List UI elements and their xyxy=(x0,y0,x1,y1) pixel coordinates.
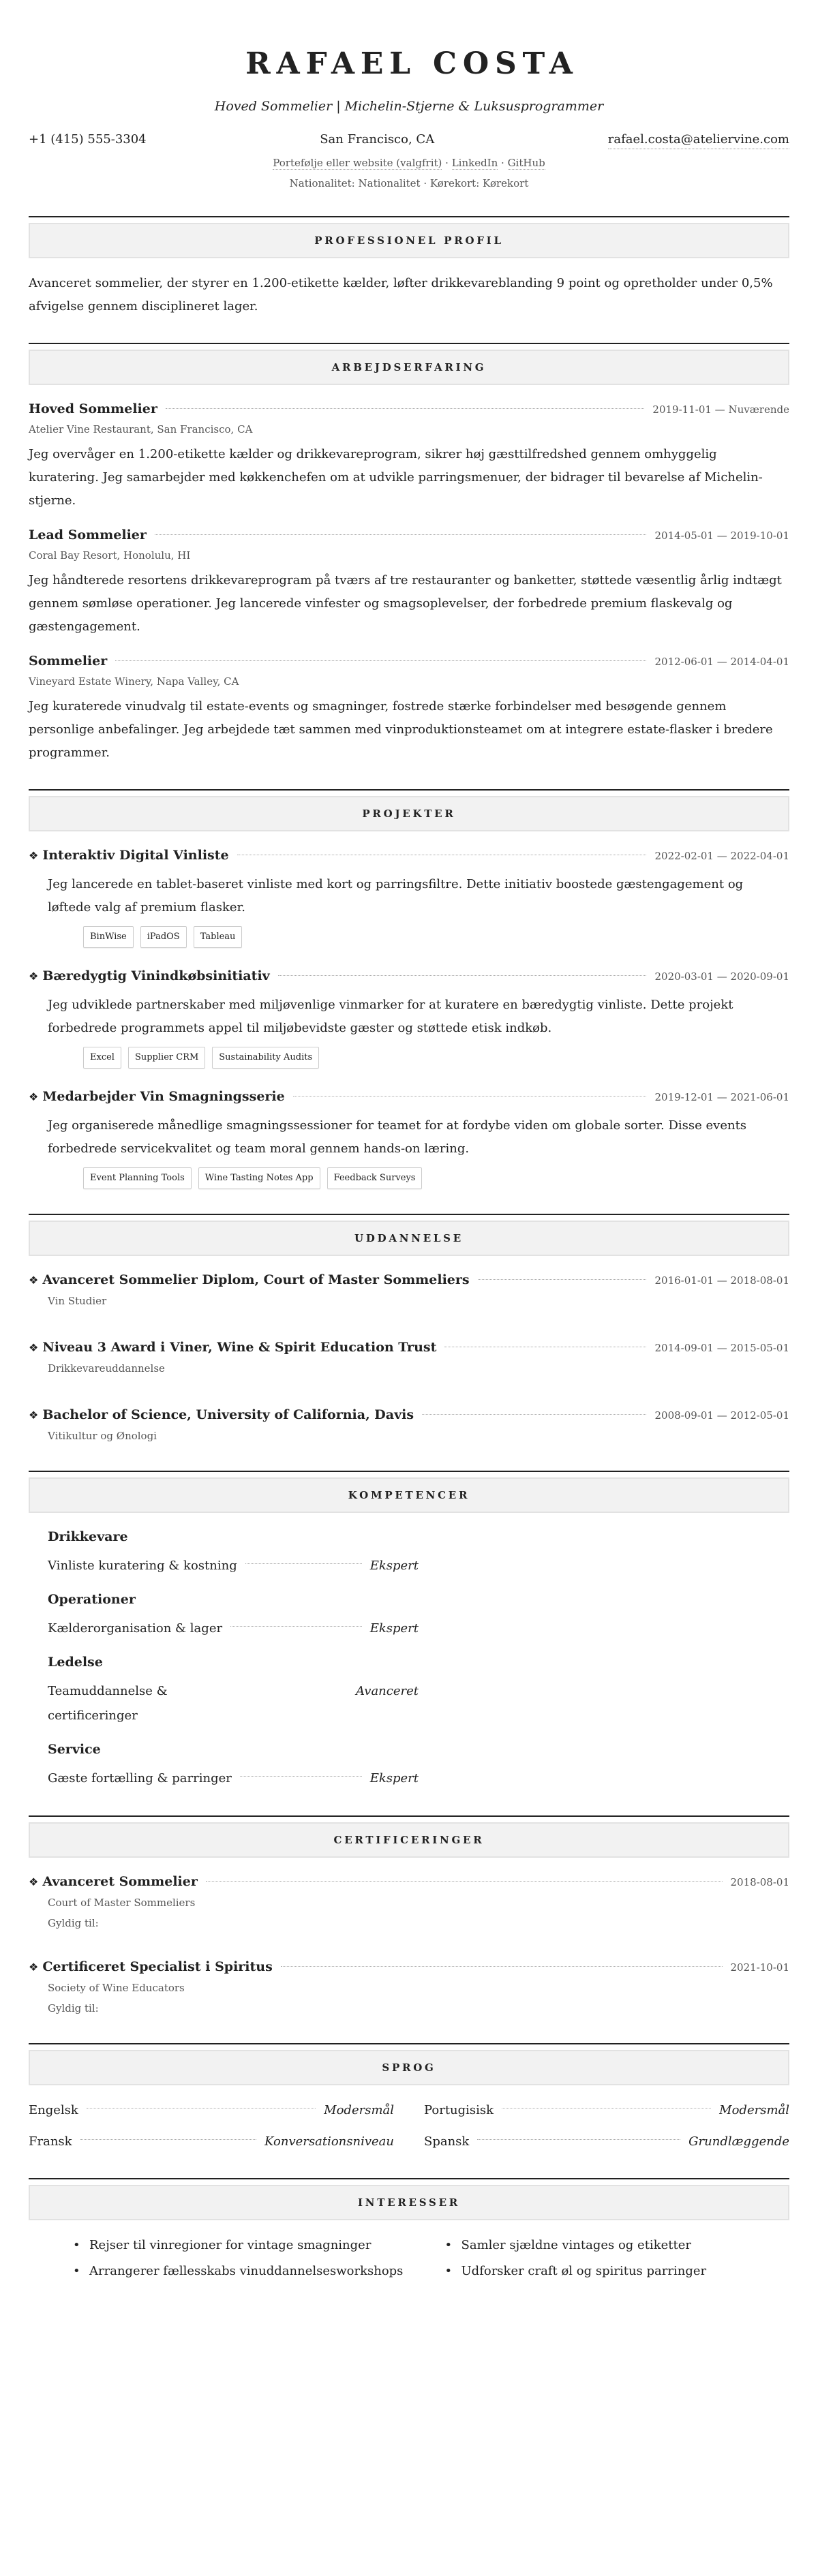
section-languages xyxy=(29,2043,789,2153)
skill-name: Kælderorganisation & lager xyxy=(48,1621,223,1636)
dotted-leader xyxy=(155,534,647,535)
entry-header xyxy=(29,1871,789,1892)
section-education xyxy=(29,1214,789,1446)
experience-entry xyxy=(29,651,789,765)
tag-list xyxy=(29,926,789,948)
section-divider xyxy=(29,1214,789,1215)
language-name: Engelsk xyxy=(29,2103,78,2117)
section-divider xyxy=(29,2043,789,2044)
candidate-name: RAFAEL COSTA xyxy=(245,46,579,81)
dotted-leader xyxy=(478,1279,647,1280)
diamond-bullet-icon: ❖ xyxy=(29,1274,39,1287)
skill-category: Drikkevare xyxy=(48,1529,128,1544)
certification-name: Avanceret Sommelier xyxy=(42,1874,198,1889)
entry-header xyxy=(29,1270,789,1291)
dotted-leader xyxy=(502,2108,711,2109)
skill-level: Ekspert xyxy=(369,1559,419,1573)
language-item xyxy=(29,2130,394,2153)
dotted-leader xyxy=(278,975,647,976)
dotted-leader xyxy=(206,1881,723,1882)
link-separator: · xyxy=(442,157,452,169)
technology-tag: Event Planning Tools xyxy=(83,1167,192,1189)
dotted-leader xyxy=(230,1626,362,1627)
degree-name: Niveau 3 Award i Viner, Wine & Spirit Education Trust xyxy=(42,1340,437,1355)
personal-meta: Nationalitet: Nationalitet · Kørekort: Kørekort xyxy=(289,177,529,189)
entry-header xyxy=(29,651,789,672)
interest-item: • Arrangerer fællesskabs vinuddannelsesworkshops xyxy=(73,2260,418,2283)
degree-name: Avanceret Sommelier Diplom, Court of Master Sommeliers xyxy=(42,1272,470,1287)
project-description: Jeg udviklede partnerskaber med miljøvenlige vinmarker for at kuratere en bæredygtig vinliste. Dette projekt forbedrede programmets appel til miljøbevidste gæster og støttede etisk indkøb. xyxy=(48,998,733,1035)
job-description: Jeg kuraterede vinudvalg til estate-events og smagninger, fostrede stærke forbindelser med besøgende gennem personlige anbefalinger. Jeg arbejdede tæt sammen med vinproduktionsteamet om at integrere estate-flasker i bredere programmer. xyxy=(29,699,773,760)
date-range: 2019-11-01 — Nuværende xyxy=(652,403,789,416)
section-title: PROFESSIONEL PROFIL xyxy=(29,223,789,258)
section-title: CERTIFICERINGER xyxy=(29,1822,789,1858)
dotted-leader xyxy=(240,1776,362,1777)
dotted-leader xyxy=(80,2139,256,2140)
section-divider xyxy=(29,343,789,344)
technology-tag: iPadOS xyxy=(140,926,187,948)
dotted-leader xyxy=(87,2108,316,2109)
technology-tag: Tableau xyxy=(194,926,243,948)
date-range: 2020-03-01 — 2020-09-01 xyxy=(654,970,789,983)
section-divider xyxy=(29,216,789,217)
entry-header xyxy=(29,1086,789,1107)
date-range: 2014-05-01 — 2019-10-01 xyxy=(654,530,789,542)
section-title: UDDANNELSE xyxy=(29,1221,789,1256)
education-entry xyxy=(29,1270,789,1311)
language-level: Modersmål xyxy=(719,2103,789,2117)
location: San Francisco, CA xyxy=(320,132,435,147)
dotted-leader xyxy=(477,2139,680,2140)
date-range: 2016-01-01 — 2018-08-01 xyxy=(654,1274,789,1287)
language-name: Fransk xyxy=(29,2134,72,2149)
skill-level: Avanceret xyxy=(356,1684,419,1698)
dotted-leader xyxy=(245,1563,362,1564)
interest-item: • Rejser til vinregioner for vintage smagninger xyxy=(73,2234,418,2257)
project-entry xyxy=(29,845,789,948)
language-item xyxy=(29,2099,394,2122)
diamond-bullet-icon: ❖ xyxy=(29,1409,39,1422)
diamond-bullet-icon: ❖ xyxy=(29,1961,39,1974)
project-entry xyxy=(29,1086,789,1189)
tag-list xyxy=(29,1167,789,1189)
contact-row xyxy=(29,131,789,149)
interests-grid xyxy=(29,2234,789,2286)
degree-name: Bachelor of Science, University of California, Davis xyxy=(42,1407,414,1422)
language-name: Portugisisk xyxy=(424,2103,494,2117)
skill-name: Vinliste kuratering & kostning xyxy=(48,1559,237,1573)
project-description: Jeg lancerede en tablet-baseret vinliste med kort og parringsfiltre. Dette initiativ boostede gæstengagement og løftede valg af premium flasker. xyxy=(48,877,744,915)
section-divider xyxy=(29,1471,789,1472)
job-title: Lead Sommelier xyxy=(29,527,147,542)
skill-item xyxy=(48,1679,419,1728)
language-item xyxy=(424,2130,789,2153)
language-name: Spansk xyxy=(424,2134,470,2149)
education-entry xyxy=(29,1337,789,1379)
entry-header xyxy=(29,525,789,546)
skill-category: Ledelse xyxy=(48,1655,103,1670)
certification-date: 2018-08-01 xyxy=(730,1876,789,1888)
entry-header xyxy=(29,1405,789,1426)
certification-date: 2021-10-01 xyxy=(730,1961,789,1974)
technology-tag: BinWise xyxy=(83,926,134,948)
technology-tag: Wine Tasting Notes App xyxy=(198,1167,320,1189)
field-of-study: Vitikultur og Ønologi xyxy=(48,1430,157,1442)
section-title: SPROG xyxy=(29,2050,789,2085)
job-description: Jeg håndterede resortens drikkevareprogram på tværs af tre restauranter og banketter, støttede væsentlig årlig indtægt gennem sømløse operationer. Jeg lancerede vinfester og smagsoplevelser, der forbedrede premium flaskevalg og gæstengagement. xyxy=(29,573,782,634)
job-description: Jeg overvåger en 1.200-etikette kælder og drikkevareprogram, sikrer høj gæsttilfredshed gennem omhyggelig kuratering. Jeg samarbejder med køkkenchefen om at udvikle parringsmenuer, der bidrager til bevarelse af Michelin-stjerne. xyxy=(29,447,763,508)
project-name: Medarbejder Vin Smagningsserie xyxy=(42,1089,285,1104)
profile-summary: Avanceret sommelier, der styrer en 1.200-etikette kælder, løfter drikkevareblanding 9 point og opretholder under 0,5% afvigelse gennem disciplineret lager. xyxy=(29,276,773,313)
portfolio-link[interactable]: Portefølje eller website (valgfrit) xyxy=(273,157,442,169)
skill-item xyxy=(48,1766,419,1791)
skill-category: Operationer xyxy=(48,1592,136,1607)
interests-column-right xyxy=(445,2234,790,2286)
linkedin-link[interactable]: LinkedIn xyxy=(451,157,498,169)
section-title: KOMPETENCER xyxy=(29,1477,789,1513)
section-title: INTERESSER xyxy=(29,2185,789,2220)
date-range: 2014-09-01 — 2015-05-01 xyxy=(654,1342,789,1354)
date-range: 2012-06-01 — 2014-04-01 xyxy=(654,656,789,668)
skill-item xyxy=(48,1554,419,1578)
profile-links xyxy=(29,155,789,171)
diamond-bullet-icon: ❖ xyxy=(29,1090,39,1103)
section-projects xyxy=(29,789,789,1189)
section-interests xyxy=(29,2178,789,2286)
technology-tag: Feedback Surveys xyxy=(327,1167,423,1189)
experience-entry xyxy=(29,399,789,512)
language-level: Modersmål xyxy=(324,2103,394,2117)
section-title: ARBEJDSERFARING xyxy=(29,350,789,385)
candidate-headline: Hoved Sommelier | Michelin-Stjerne & Luksusprogrammer xyxy=(214,99,604,114)
diamond-bullet-icon: ❖ xyxy=(29,1875,39,1888)
phone-number: +1 (415) 555-3304 xyxy=(29,132,147,147)
entry-header xyxy=(29,1957,789,1978)
certification-validity: Gyldig til: xyxy=(48,2002,99,2014)
language-level: Grundlæggende xyxy=(688,2134,789,2149)
section-skills xyxy=(29,1471,789,1791)
github-link[interactable]: GitHub xyxy=(507,157,545,169)
date-range: 2008-09-01 — 2012-05-01 xyxy=(654,1409,789,1422)
date-range: 2019-12-01 — 2021-06-01 xyxy=(654,1091,789,1103)
dotted-leader xyxy=(115,660,646,661)
job-title: Hoved Sommelier xyxy=(29,401,157,416)
language-item xyxy=(424,2099,789,2122)
technology-tag: Supplier CRM xyxy=(128,1047,205,1069)
project-description: Jeg organiserede månedlige smagningssessioner for teamet for at fordybe viden om globale sorter. Disse events forbedrede servicekvalitet og team moral gennem hands-on læring. xyxy=(48,1118,747,1156)
certification-name: Certificeret Specialist i Spiritus xyxy=(42,1959,273,1974)
interests-column-left xyxy=(73,2234,418,2286)
email-link[interactable]: rafael.costa@ateliervine.com xyxy=(608,131,789,149)
skill-level: Ekspert xyxy=(369,1771,419,1785)
section-divider xyxy=(29,1815,789,1817)
company-location: Vineyard Estate Winery, Napa Valley, CA xyxy=(29,675,239,688)
technology-tag: Sustainability Audits xyxy=(212,1047,319,1069)
interest-item: • Samler sjældne vintages og etiketter xyxy=(445,2234,790,2257)
diamond-bullet-icon: ❖ xyxy=(29,1341,39,1354)
dotted-leader xyxy=(422,1414,646,1415)
language-level: Konversationsniveau xyxy=(264,2134,394,2149)
experience-entry xyxy=(29,525,789,639)
tag-list xyxy=(29,1047,789,1069)
section-experience xyxy=(29,343,789,765)
link-separator: · xyxy=(498,157,508,169)
skill-name: Gæste fortælling & parringer xyxy=(48,1771,232,1785)
skill-item xyxy=(48,1616,419,1641)
dotted-leader xyxy=(293,1096,647,1097)
dotted-leader xyxy=(166,408,645,409)
certification-issuer: Court of Master Sommeliers xyxy=(48,1897,196,1909)
section-title: PROJEKTER xyxy=(29,796,789,831)
entry-header xyxy=(29,1337,789,1358)
field-of-study: Vin Studier xyxy=(48,1295,107,1307)
technology-tag: Excel xyxy=(83,1047,121,1069)
job-title: Sommelier xyxy=(29,654,108,669)
diamond-bullet-icon: ❖ xyxy=(29,970,39,983)
field-of-study: Drikkevareuddannelse xyxy=(48,1362,165,1375)
interest-item: • Udforsker craft øl og spiritus parringer xyxy=(445,2260,790,2283)
company-location: Atelier Vine Restaurant, San Francisco, CA xyxy=(29,423,253,435)
dotted-leader xyxy=(281,1966,723,1967)
education-entry xyxy=(29,1405,789,1446)
certification-entry xyxy=(29,1957,789,2019)
project-entry xyxy=(29,966,789,1069)
skill-level: Ekspert xyxy=(369,1621,419,1636)
entry-header xyxy=(29,399,789,420)
skill-name: Teamuddannelse & certificeringer xyxy=(48,1684,168,1723)
certification-entry xyxy=(29,1871,789,1933)
date-range: 2022-02-01 — 2022-04-01 xyxy=(654,850,789,862)
resume-header xyxy=(29,45,789,191)
section-divider xyxy=(29,2178,789,2179)
section-certifications xyxy=(29,1815,789,2019)
project-name: Interaktiv Digital Vinliste xyxy=(42,848,229,863)
certification-issuer: Society of Wine Educators xyxy=(48,1982,185,1994)
section-profile xyxy=(29,216,789,318)
section-divider xyxy=(29,789,789,791)
company-location: Coral Bay Resort, Honolulu, HI xyxy=(29,549,191,562)
entry-header xyxy=(29,966,789,987)
certification-validity: Gyldig til: xyxy=(48,1917,99,1929)
entry-header xyxy=(29,845,789,866)
skill-category: Service xyxy=(48,1742,101,1757)
project-name: Bæredygtig Vinindkøbsinitiativ xyxy=(42,968,270,983)
diamond-bullet-icon: ❖ xyxy=(29,849,39,862)
